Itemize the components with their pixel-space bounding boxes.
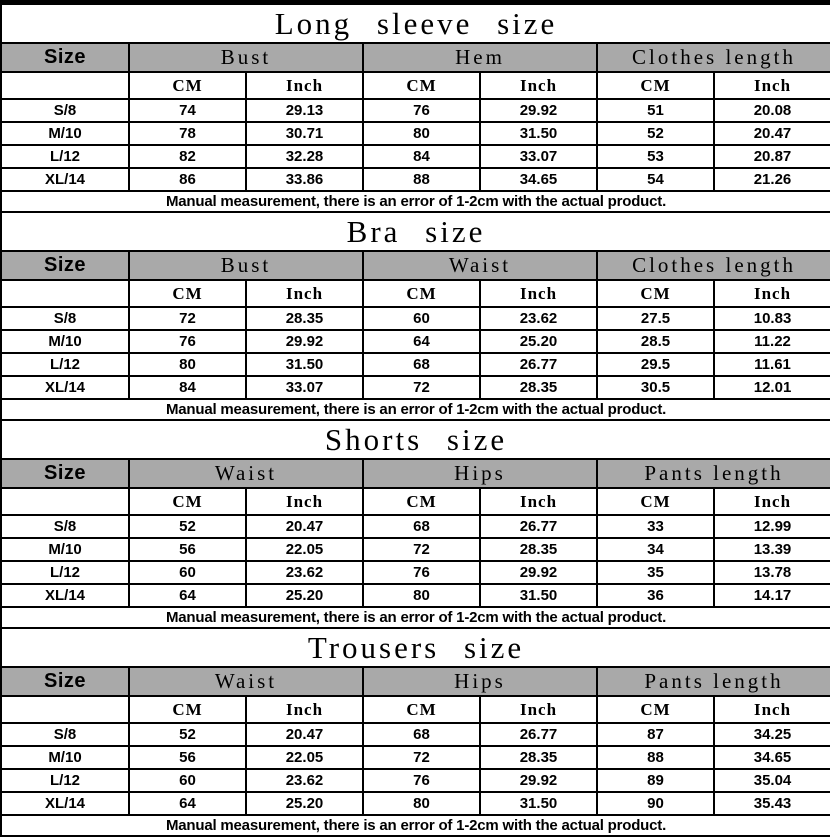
size-label: L/12	[1, 145, 129, 168]
measurement-value: 36	[597, 584, 714, 607]
unit-header-cm: CM	[129, 488, 246, 515]
unit-header-cm: CM	[597, 488, 714, 515]
measurement-value: 80	[363, 584, 480, 607]
table-title-row	[1, 628, 830, 667]
group-header-row	[1, 251, 830, 280]
measurement-value: 76	[363, 99, 480, 122]
unit-header-cm: CM	[363, 696, 480, 723]
measurement-value: 64	[129, 792, 246, 815]
measurement-value: 76	[129, 330, 246, 353]
size-label: XL/14	[1, 376, 129, 399]
size-label: S/8	[1, 515, 129, 538]
measurement-note-row	[1, 399, 830, 420]
measurement-value: 31.50	[246, 353, 363, 376]
measurement-value: 84	[129, 376, 246, 399]
size-row-s-8	[1, 515, 830, 538]
unit-header-cm: CM	[129, 280, 246, 307]
measurement-value: 12.99	[714, 515, 830, 538]
unit-row-spacer	[1, 696, 129, 723]
measurement-value: 13.39	[714, 538, 830, 561]
measurement-value: 34	[597, 538, 714, 561]
size-table-shorts	[0, 419, 830, 629]
measurement-value: 35.43	[714, 792, 830, 815]
measurement-value: 21.26	[714, 168, 830, 191]
size-label: L/12	[1, 561, 129, 584]
measurement-note: Manual measurement, there is an error of 1-2cm with the actual product.	[1, 815, 830, 836]
measurement-value: 60	[129, 561, 246, 584]
size-table-section-long-sleeve	[0, 0, 830, 213]
measurement-value: 28.35	[480, 538, 597, 561]
unit-header-inch: Inch	[246, 488, 363, 515]
size-row-xl-14	[1, 376, 830, 399]
measurement-value: 56	[129, 538, 246, 561]
group-header-hips: Hips	[363, 459, 597, 488]
measurement-value: 64	[363, 330, 480, 353]
measurement-value: 13.78	[714, 561, 830, 584]
size-row-m-10	[1, 122, 830, 145]
group-header-bust: Bust	[129, 43, 363, 72]
measurement-value: 29.92	[480, 769, 597, 792]
measurement-value: 84	[363, 145, 480, 168]
unit-header-inch: Inch	[246, 280, 363, 307]
measurement-value: 29.92	[246, 330, 363, 353]
size-row-m-10	[1, 746, 830, 769]
unit-header-row	[1, 72, 830, 99]
measurement-value: 12.01	[714, 376, 830, 399]
unit-header-inch: Inch	[714, 280, 830, 307]
unit-header-inch: Inch	[714, 696, 830, 723]
size-column-header: Size	[1, 459, 129, 488]
measurement-value: 80	[363, 122, 480, 145]
table-title: Bra size	[1, 212, 830, 251]
measurement-value: 74	[129, 99, 246, 122]
group-header-waist: Waist	[363, 251, 597, 280]
measurement-value: 52	[129, 723, 246, 746]
group-header-waist: Waist	[129, 459, 363, 488]
unit-header-inch: Inch	[714, 488, 830, 515]
measurement-value: 26.77	[480, 353, 597, 376]
table-title: Trousers size	[1, 628, 830, 667]
measurement-value: 90	[597, 792, 714, 815]
measurement-value: 25.20	[246, 584, 363, 607]
group-header-pants-length: Pants length	[597, 667, 830, 696]
table-title-row	[1, 420, 830, 459]
measurement-value: 11.61	[714, 353, 830, 376]
measurement-value: 20.87	[714, 145, 830, 168]
measurement-value: 35	[597, 561, 714, 584]
measurement-value: 72	[363, 746, 480, 769]
group-header-clothes-length: Clothes length	[597, 251, 830, 280]
measurement-value: 56	[129, 746, 246, 769]
measurement-value: 20.08	[714, 99, 830, 122]
size-row-s-8	[1, 723, 830, 746]
measurement-value: 86	[129, 168, 246, 191]
measurement-note: Manual measurement, there is an error of 1-2cm with the actual product.	[1, 191, 830, 212]
unit-header-row	[1, 280, 830, 307]
measurement-note-row	[1, 191, 830, 212]
measurement-value: 31.50	[480, 584, 597, 607]
unit-header-inch: Inch	[480, 696, 597, 723]
table-title-row	[1, 212, 830, 251]
unit-row-spacer	[1, 488, 129, 515]
measurement-value: 26.77	[480, 723, 597, 746]
measurement-value: 10.83	[714, 307, 830, 330]
size-label: M/10	[1, 538, 129, 561]
measurement-value: 89	[597, 769, 714, 792]
measurement-value: 51	[597, 99, 714, 122]
size-row-l-12	[1, 561, 830, 584]
measurement-value: 20.47	[714, 122, 830, 145]
size-label: S/8	[1, 723, 129, 746]
measurement-value: 20.47	[246, 515, 363, 538]
measurement-value: 11.22	[714, 330, 830, 353]
measurement-value: 31.50	[480, 122, 597, 145]
size-label: XL/14	[1, 792, 129, 815]
size-row-l-12	[1, 769, 830, 792]
measurement-value: 22.05	[246, 538, 363, 561]
measurement-value: 80	[363, 792, 480, 815]
measurement-value: 25.20	[246, 792, 363, 815]
size-label: XL/14	[1, 584, 129, 607]
measurement-value: 20.47	[246, 723, 363, 746]
measurement-note-row	[1, 815, 830, 836]
size-column-header: Size	[1, 43, 129, 72]
size-label: L/12	[1, 353, 129, 376]
size-label: S/8	[1, 307, 129, 330]
group-header-bust: Bust	[129, 251, 363, 280]
measurement-value: 32.28	[246, 145, 363, 168]
measurement-value: 30.5	[597, 376, 714, 399]
measurement-value: 52	[597, 122, 714, 145]
measurement-value: 88	[597, 746, 714, 769]
size-row-xl-14	[1, 168, 830, 191]
measurement-value: 14.17	[714, 584, 830, 607]
measurement-value: 28.35	[246, 307, 363, 330]
size-table-section-bra	[0, 211, 830, 421]
size-row-l-12	[1, 353, 830, 376]
measurement-value: 23.62	[480, 307, 597, 330]
measurement-value: 88	[363, 168, 480, 191]
measurement-value: 80	[129, 353, 246, 376]
measurement-value: 23.62	[246, 561, 363, 584]
table-title: Long sleeve size	[1, 3, 830, 44]
measurement-value: 53	[597, 145, 714, 168]
unit-header-cm: CM	[129, 72, 246, 99]
size-table-long-sleeve	[0, 0, 830, 213]
size-row-m-10	[1, 538, 830, 561]
size-row-xl-14	[1, 792, 830, 815]
unit-header-cm: CM	[597, 280, 714, 307]
measurement-value: 22.05	[246, 746, 363, 769]
table-title-row	[1, 3, 830, 44]
measurement-value: 25.20	[480, 330, 597, 353]
measurement-note-row	[1, 607, 830, 628]
measurement-value: 78	[129, 122, 246, 145]
size-label: S/8	[1, 99, 129, 122]
unit-header-cm: CM	[129, 696, 246, 723]
unit-header-inch: Inch	[246, 72, 363, 99]
measurement-value: 33.86	[246, 168, 363, 191]
unit-row-spacer	[1, 280, 129, 307]
unit-header-cm: CM	[597, 72, 714, 99]
group-header-pants-length: Pants length	[597, 459, 830, 488]
measurement-value: 26.77	[480, 515, 597, 538]
measurement-value: 64	[129, 584, 246, 607]
measurement-value: 68	[363, 353, 480, 376]
size-label: M/10	[1, 122, 129, 145]
unit-header-cm: CM	[363, 280, 480, 307]
measurement-value: 29.92	[480, 99, 597, 122]
size-row-s-8	[1, 99, 830, 122]
unit-header-inch: Inch	[246, 696, 363, 723]
measurement-value: 27.5	[597, 307, 714, 330]
measurement-value: 28.35	[480, 376, 597, 399]
measurement-value: 33.07	[246, 376, 363, 399]
measurement-note: Manual measurement, there is an error of 1-2cm with the actual product.	[1, 399, 830, 420]
measurement-value: 28.35	[480, 746, 597, 769]
size-row-s-8	[1, 307, 830, 330]
size-label: L/12	[1, 769, 129, 792]
size-row-xl-14	[1, 584, 830, 607]
group-header-row	[1, 43, 830, 72]
unit-header-cm: CM	[597, 696, 714, 723]
group-header-hips: Hips	[363, 667, 597, 696]
measurement-value: 60	[129, 769, 246, 792]
measurement-value: 87	[597, 723, 714, 746]
unit-header-inch: Inch	[714, 72, 830, 99]
size-column-header: Size	[1, 667, 129, 696]
unit-header-cm: CM	[363, 488, 480, 515]
measurement-value: 34.65	[714, 746, 830, 769]
measurement-value: 54	[597, 168, 714, 191]
measurement-value: 72	[129, 307, 246, 330]
unit-row-spacer	[1, 72, 129, 99]
measurement-value: 33.07	[480, 145, 597, 168]
measurement-value: 29.13	[246, 99, 363, 122]
measurement-note: Manual measurement, there is an error of 1-2cm with the actual product.	[1, 607, 830, 628]
measurement-value: 60	[363, 307, 480, 330]
unit-header-inch: Inch	[480, 488, 597, 515]
measurement-value: 34.65	[480, 168, 597, 191]
unit-header-cm: CM	[363, 72, 480, 99]
size-row-m-10	[1, 330, 830, 353]
measurement-value: 72	[363, 376, 480, 399]
unit-header-inch: Inch	[480, 280, 597, 307]
measurement-value: 52	[129, 515, 246, 538]
measurement-value: 72	[363, 538, 480, 561]
size-table-bra	[0, 211, 830, 421]
measurement-value: 29.5	[597, 353, 714, 376]
unit-header-row	[1, 488, 830, 515]
size-label: XL/14	[1, 168, 129, 191]
measurement-value: 31.50	[480, 792, 597, 815]
measurement-value: 23.62	[246, 769, 363, 792]
measurement-value: 34.25	[714, 723, 830, 746]
measurement-value: 29.92	[480, 561, 597, 584]
measurement-value: 30.71	[246, 122, 363, 145]
group-header-row	[1, 667, 830, 696]
table-title: Shorts size	[1, 420, 830, 459]
size-table-trousers	[0, 627, 830, 837]
group-header-row	[1, 459, 830, 488]
size-table-section-shorts	[0, 419, 830, 629]
size-row-l-12	[1, 145, 830, 168]
measurement-value: 35.04	[714, 769, 830, 792]
measurement-value: 76	[363, 561, 480, 584]
measurement-value: 28.5	[597, 330, 714, 353]
size-label: M/10	[1, 746, 129, 769]
measurement-value: 68	[363, 515, 480, 538]
size-label: M/10	[1, 330, 129, 353]
unit-header-row	[1, 696, 830, 723]
measurement-value: 76	[363, 769, 480, 792]
group-header-waist: Waist	[129, 667, 363, 696]
group-header-hem: Hem	[363, 43, 597, 72]
measurement-value: 82	[129, 145, 246, 168]
group-header-clothes-length: Clothes length	[597, 43, 830, 72]
measurement-value: 33	[597, 515, 714, 538]
size-column-header: Size	[1, 251, 129, 280]
unit-header-inch: Inch	[480, 72, 597, 99]
size-table-section-trousers	[0, 627, 830, 837]
measurement-value: 68	[363, 723, 480, 746]
